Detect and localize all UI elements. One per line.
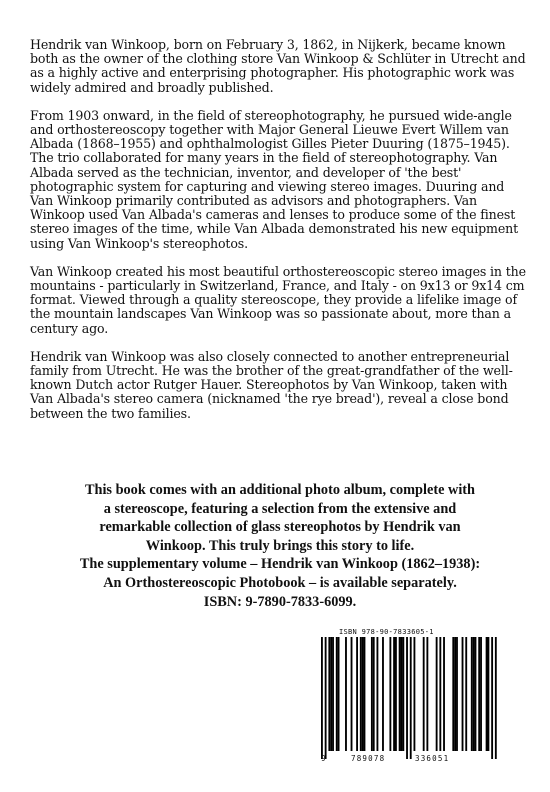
- barcode-bar: [475, 637, 477, 751]
- barcode-bar: [399, 637, 401, 751]
- barcode-bar: [443, 637, 445, 751]
- barcode-bar: [462, 637, 464, 751]
- supplement-notice: [40, 481, 520, 611]
- barcode-digits-left: 789078: [351, 754, 386, 763]
- barcode-bar: [338, 637, 340, 751]
- barcode-bar: [364, 637, 366, 751]
- barcode-bar: [395, 637, 397, 751]
- barcode-bars: [311, 637, 508, 759]
- barcode-bar: [336, 637, 338, 751]
- barcode-bar: [495, 637, 497, 759]
- barcode-bar: [452, 637, 454, 751]
- barcode-bar: [473, 637, 475, 751]
- barcode-bar: [362, 637, 364, 751]
- notice-line: remarkable collection of glass stereophotos by Hendrik van: [99, 519, 461, 536]
- barcode-bar: [486, 637, 488, 751]
- barcode-bar: [382, 637, 384, 751]
- notice-line: The supplementary volume – Hendrik van Winkoop (1862–1938):: [79, 556, 481, 573]
- barcode-bar: [351, 637, 353, 751]
- barcode-bar: [393, 637, 395, 751]
- barcode-bar: [480, 637, 482, 751]
- barcode-digit-first: 9: [321, 754, 326, 763]
- notice-line: a stereoscope, featuring a selection from the extensive and: [103, 500, 457, 517]
- barcode-bar: [414, 637, 416, 751]
- notice-line: Winkoop. This truly brings this story to life.: [145, 537, 415, 554]
- barcode-bar: [454, 637, 456, 751]
- barcode-isbn-label: ISBN 978-90-7833605-1: [339, 628, 434, 636]
- barcode-bar: [325, 637, 327, 759]
- barcode-bar: [436, 637, 438, 751]
- barcode-bar: [423, 637, 425, 751]
- barcode-bar: [471, 637, 473, 751]
- barcode-bar: [426, 637, 428, 751]
- notice-line: An Orthostereoscopic Photobook – is available separately.: [103, 574, 457, 591]
- barcode-bar: [439, 637, 441, 751]
- paragraph-2: From 1903 onward, in the field of stereophotography, he pursued wide-angle and orthostereoscopy together with Major General Lieuwe Evert Willem van Albada (1868–1955) and ophthalmologist Gilles Pieter Duuring (1875–1945). The trio collaborated for many years in the field of stereophotography. Van Albada served as the technician, inventor, and developer of 'the best' photographic system for capturing and viewing stereo images. Duuring and Van Winkoop primarily contributed as advisors and photographers. Van Winkoop used Van Albada's cameras and lenses to produce some of the finest stereo images of the time, while Van Albada demonstrated his new equipment using Van Winkoop's stereophotos.: [30, 107, 519, 251]
- barcode-bar: [402, 637, 404, 751]
- barcode-bar: [360, 637, 362, 751]
- barcode-bar: [389, 637, 391, 751]
- barcode-bar: [478, 637, 480, 751]
- barcode-bar: [377, 637, 379, 751]
- body-text: [30, 38, 530, 435]
- paragraph-4: Hendrik van Winkoop was also closely connected to another entrepreneurial family from Utrecht. He was the brother of the great-grandfather of the well-known Dutch actor Rutger Hauer. Stereophotos by Van Winkoop, taken with Van Albada's stereo camera (nicknamed 'the rye bread'), reveal a close bond between the two families.: [30, 348, 513, 421]
- isbn-barcode: [311, 625, 508, 766]
- barcode-bar: [410, 637, 412, 759]
- barcode-bar: [332, 637, 334, 751]
- notice-line: This book comes with an additional photo album, complete with: [84, 482, 476, 498]
- barcode-bar: [373, 637, 375, 751]
- barcode-bar: [465, 637, 467, 751]
- barcode-digits-right: 336051: [415, 754, 450, 763]
- barcode-bar: [406, 637, 408, 759]
- paragraph-1: Hendrik van Winkoop, born on February 3, 1862, in Nijkerk, became known both as the owner of the clothing store Van Winkoop & Schlüter in Utrecht and as a highly active and enterprising photographer. His photographic work was widely admired and broadly published.: [30, 37, 526, 95]
- barcode-bar: [356, 637, 358, 751]
- barcode-bar: [321, 637, 323, 759]
- barcode-bar: [488, 637, 490, 751]
- barcode-bar: [401, 637, 403, 751]
- barcode-bar: [371, 637, 373, 751]
- barcode-bar: [456, 637, 458, 751]
- barcode-bar: [330, 637, 332, 751]
- paragraph-3: Van Winkoop created his most beautiful orthostereoscopic stereo images in the mountains - particularly in Switzerland, France, and Italy - on 9x13 or 9x14 cm format. Viewed through a quality stereoscope, they provide a lifelike image of the mountain landscapes Van Winkoop was so passionate about, more than a century ago.: [30, 263, 526, 336]
- barcode-bar: [328, 637, 330, 751]
- notice-isbn: ISBN: 9-7890-7833-6099.: [203, 593, 357, 610]
- barcode-bar: [491, 637, 493, 759]
- barcode-bar: [345, 637, 347, 751]
